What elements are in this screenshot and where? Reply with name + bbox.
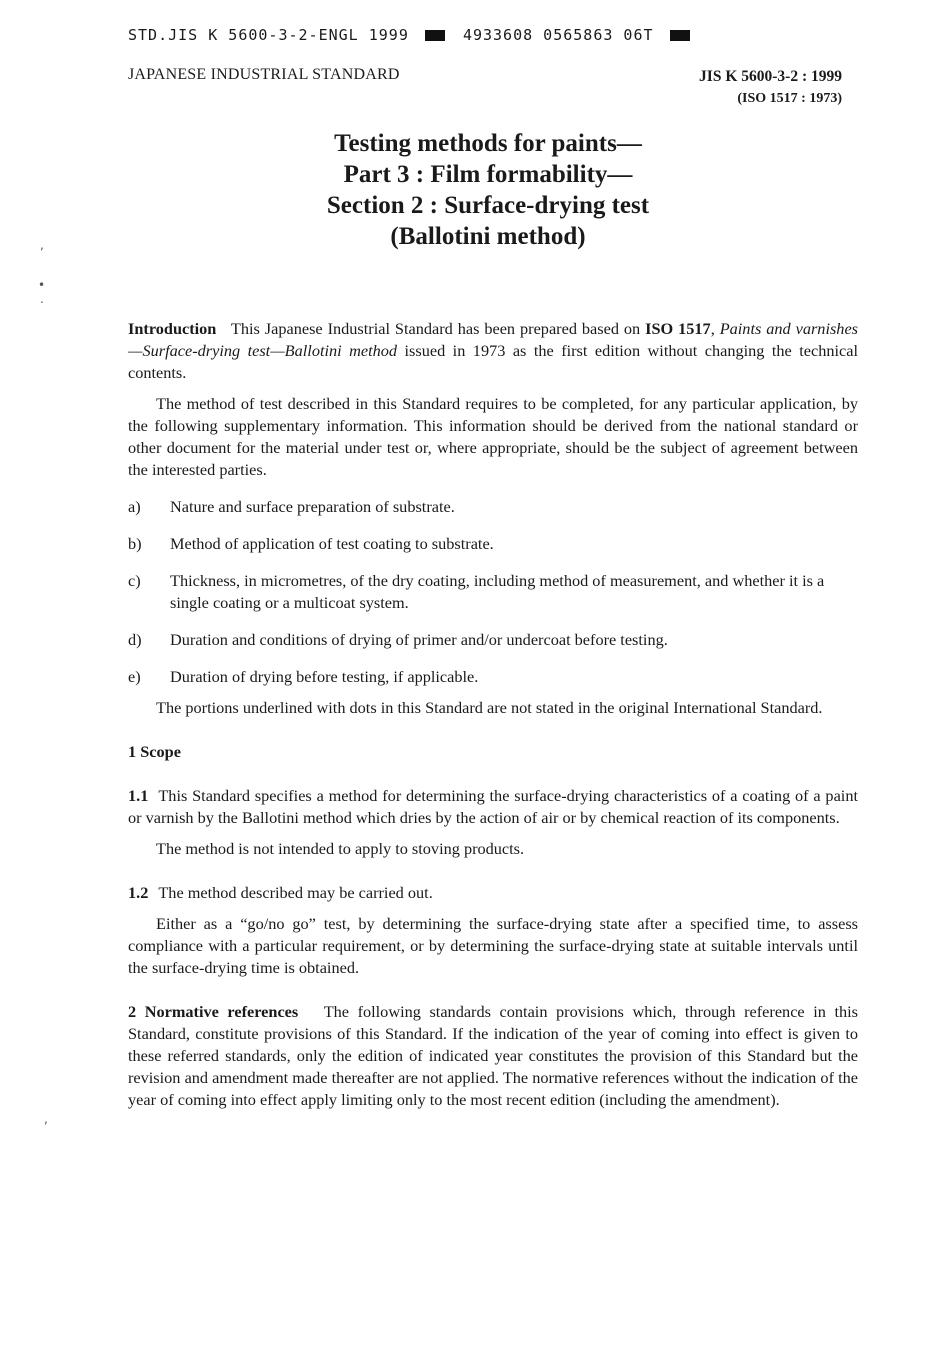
margin-speck: • xyxy=(38,278,46,292)
list-item-text: Method of application of test coating to substrate. xyxy=(170,534,494,553)
list-item-label: a) xyxy=(128,497,141,516)
standard-identifier xyxy=(699,66,842,110)
clause-text: The method described may be carried out. xyxy=(158,883,433,902)
intro-text-c: issued in 1973 as the first edition without changing the technical contents. xyxy=(128,341,858,382)
title-line-3: Section 2 : Surface-drying test xyxy=(326,192,650,219)
document-code-line xyxy=(128,26,698,44)
intro-paragraph xyxy=(128,318,858,384)
document-title xyxy=(0,128,950,252)
margin-speck: , xyxy=(40,238,44,252)
dotted-underline-note: The portions underlined with dots in this Standard are not stated in the original International Standard. xyxy=(156,698,823,717)
list-item xyxy=(128,666,858,688)
section-heading-scope: 1 Scope xyxy=(128,742,181,761)
list-item xyxy=(128,496,858,518)
clause-number: 1.2 xyxy=(128,883,149,902)
clause-1-2 xyxy=(128,882,858,904)
normative-text: The following standards contain provisions which, through reference in this Standard, constitute provisions of this Standard. If the indication of the year of coming into effect is given to these referred standards, only the edition of indicated year constitutes the provision of this Standard but the revision and amendment made thereafter are not applied. The normative references without the indication of the year of coming into effect apply limiting only to the most recent edition (including the amendment). xyxy=(128,1002,858,1109)
list-item-label: e) xyxy=(128,667,141,686)
intro-text-a: This Japanese Industrial Standard has been prepared based on xyxy=(230,319,646,338)
intro-iso-title: Paints and varnishes—Surface-drying test—Ballotini method xyxy=(128,319,859,360)
list-item-text: Duration and conditions of drying of primer and/or undercoat before testing. xyxy=(170,630,668,649)
standard-number: JIS K 5600-3-2 : 1999 xyxy=(699,68,842,85)
document-code-number: 4933608 0565863 06T xyxy=(462,26,654,44)
list-item-label: b) xyxy=(128,534,142,553)
iso-equivalent: (ISO 1517 : 1973) xyxy=(737,91,842,106)
list-item-label: d) xyxy=(128,630,142,649)
normative-references-paragraph xyxy=(128,1001,858,1111)
document-body xyxy=(128,318,858,1111)
document-code-text: STD.JIS K 5600-3-2-ENGL 1999 xyxy=(128,26,409,44)
title-line-4: (Ballotini method) xyxy=(390,223,586,250)
clause-text: This Standard specifies a method for determining the surface-drying characteristics of a coating of a paint or varnish by the Ballotini method which dries by the action of air or by chemical reaction of its components. xyxy=(128,786,858,827)
intro-supplementary-paragraph: The method of test described in this Standard requires to be completed, for any particular application, by the following supplementary information. This information should be derived from the national standard or other document for the material under test or, where appropriate, should be the subject of agreement between the interested parties. xyxy=(128,394,858,479)
intro-heading: Introduction xyxy=(128,319,217,338)
supplementary-list xyxy=(128,496,858,688)
margin-speck: , xyxy=(44,1112,48,1126)
clause-1-1-note: The method is not intended to apply to stoving products. xyxy=(156,839,525,858)
intro-text-b: , xyxy=(710,319,720,338)
intro-iso-ref: ISO 1517 xyxy=(645,319,711,338)
list-item xyxy=(128,570,858,614)
title-line-1: Testing methods for paints— xyxy=(334,130,642,157)
clause-1-2-detail: Either as a “go/no go” test, by determining the surface-drying state after a specified time, to assess compliance with a particular requirement, or by determining the surface-drying state at suitable intervals until the surface-drying time is obtained. xyxy=(128,914,858,977)
list-item-label: c) xyxy=(128,571,141,590)
section-heading-normative: 2 Normative references xyxy=(128,1002,299,1021)
list-item-text: Duration of drying before testing, if applicable. xyxy=(170,667,479,686)
margin-speck: . xyxy=(40,292,44,306)
clause-number: 1.1 xyxy=(128,786,149,805)
title-line-2: Part 3 : Film formability— xyxy=(343,161,633,188)
standard-organization: JAPANESE INDUSTRIAL STANDARD xyxy=(128,66,400,83)
clause-1-1 xyxy=(128,785,858,829)
code-block-mark xyxy=(670,30,690,41)
code-block-mark xyxy=(425,30,445,41)
list-item-text: Thickness, in micrometres, of the dry coating, including method of measurement, and whether it is a single coating or a multicoat system. xyxy=(170,571,825,612)
list-item xyxy=(128,533,858,555)
list-item-text: Nature and surface preparation of substrate. xyxy=(170,497,455,516)
list-item xyxy=(128,629,858,651)
